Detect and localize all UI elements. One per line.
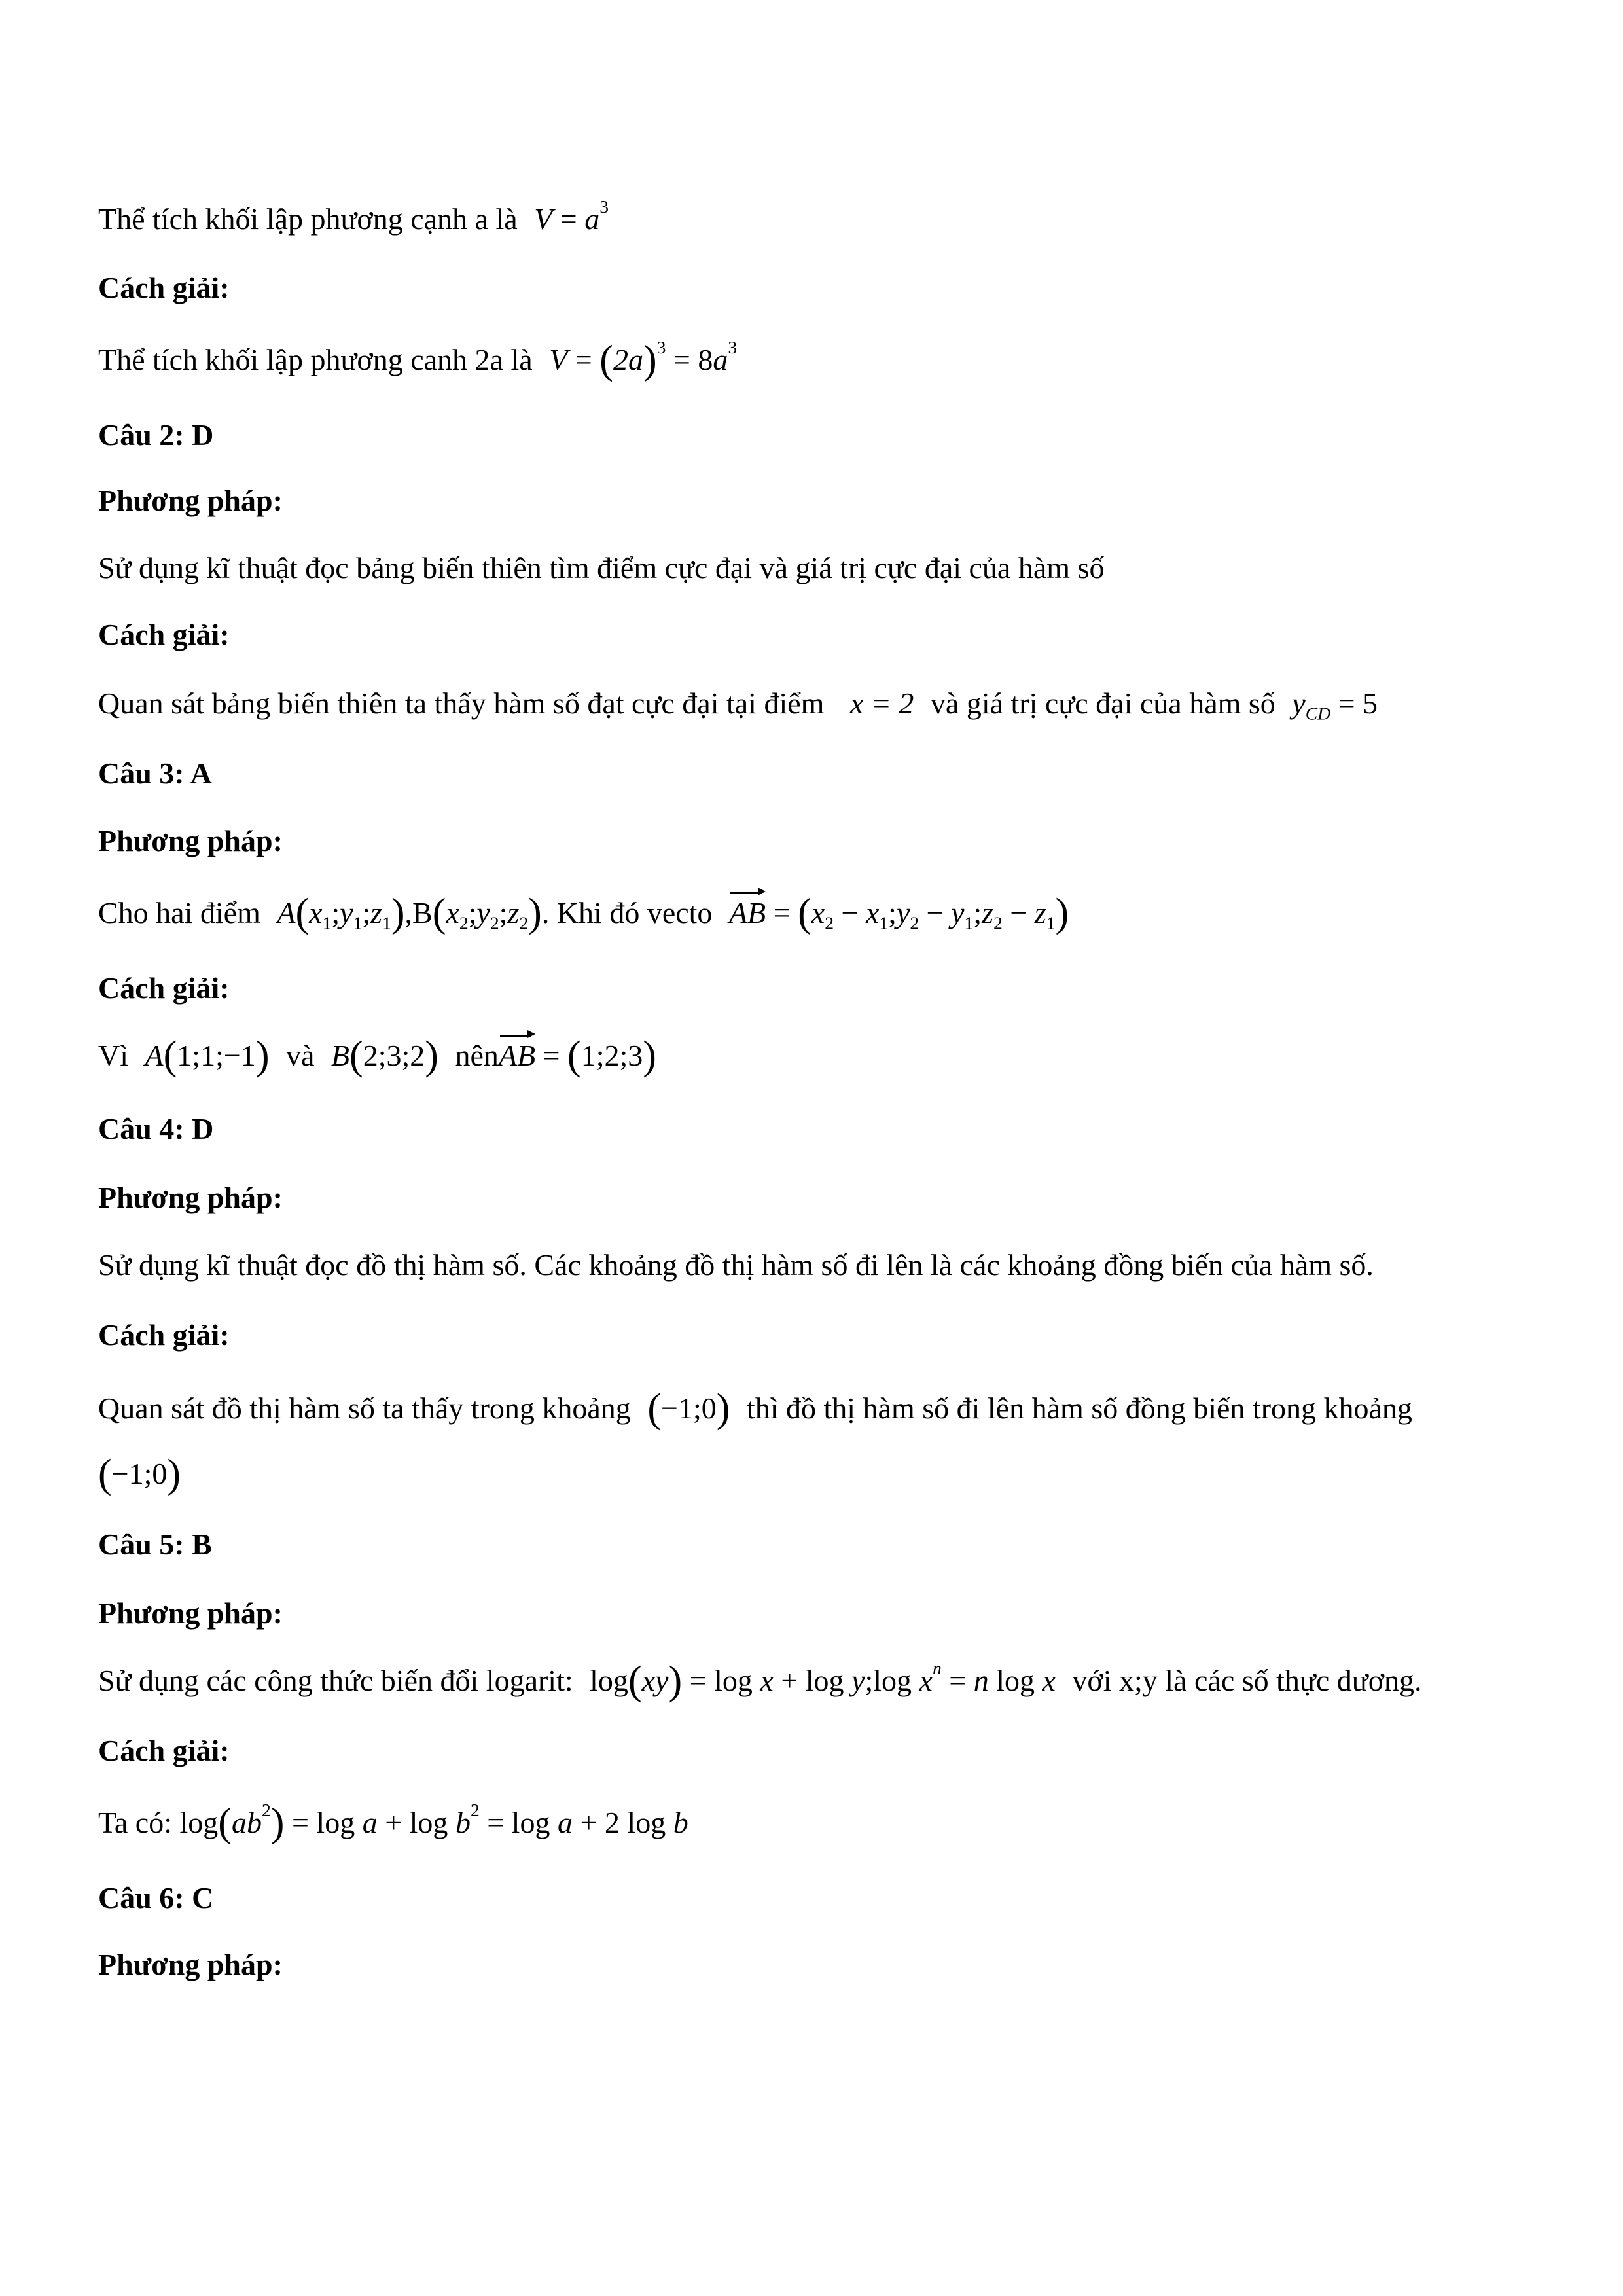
solution-line: Thể tích khối lập phương canh 2a là $V = (2a)^3 = 8a^3$ bbox=[98, 337, 738, 382]
method-text: Sử dụng kĩ thuật đọc đồ thị hàm số. Các khoảng đồ thị hàm số đi lên là các khoảng đồng biến của hàm số. bbox=[98, 1248, 1374, 1282]
method-heading: Phương pháp: bbox=[98, 484, 283, 517]
method-heading: Phương pháp: bbox=[98, 824, 283, 857]
solution-heading: Cách giải: bbox=[98, 618, 230, 651]
method-heading: Phương pháp: bbox=[98, 1181, 283, 1214]
method-text: Sử dụng các công thức biến đổi logarit: log(xy) = log x + log y;log $x^n = n$ log x với x;y là các số thực dương. bbox=[98, 1658, 1422, 1703]
solution-heading: Cách giải: bbox=[98, 271, 230, 304]
solution-heading: Cách giải: bbox=[98, 971, 230, 1005]
solution-line: Quan sát đồ thị hàm số ta thấy trong khoảng (−1;0) thì đồ thị hàm số đi lên hàm số đồng biến trong khoảng bbox=[98, 1386, 1412, 1431]
vector-ab: AB bbox=[729, 893, 766, 933]
vector-ab: AB bbox=[499, 1036, 535, 1075]
question-heading: Câu 2: D bbox=[98, 418, 214, 452]
question-heading: Câu 4: D bbox=[98, 1112, 214, 1145]
method-heading: Phương pháp: bbox=[98, 1596, 283, 1630]
question-heading: Câu 5: B bbox=[98, 1528, 212, 1561]
volume-formula-line: Thể tích khối lập phương cạnh a là $V = a^3$ bbox=[98, 196, 609, 236]
method-text: Sử dụng kĩ thuật đọc bảng biến thiên tìm điểm cực đại và giá trị cực đại của hàm số bbox=[98, 551, 1105, 584]
question-heading: Câu 3: A bbox=[98, 757, 212, 790]
solution-line: Quan sát bảng biến thiên ta thấy hàm số đạt cực đại tại điểm x = 2 và giá trị cực đại của hàm số $y_{CD} = 5$ bbox=[98, 687, 1378, 724]
solution-line: Vì A(1;1;−1) và B(2;3;2) nênAB = (1;2;3) bbox=[98, 1033, 656, 1078]
method-heading: Phương pháp: bbox=[98, 1948, 283, 1981]
solution-heading: Cách giải: bbox=[98, 1734, 230, 1767]
question-heading: Câu 6: C bbox=[98, 1881, 214, 1914]
solution-heading: Cách giải: bbox=[98, 1318, 230, 1352]
text: Thể tích khối lập phương cạnh a là bbox=[98, 202, 518, 236]
solution-line: Ta có: $\log(ab^2) = \log a + \log b^2 = \log a + 2$ log b bbox=[98, 1800, 688, 1845]
method-text: Cho hai điểm $A(x_1;y_1;z_1),B(x_2;y_2;z_2)$. Khi đó vecto AB = ($x_2$ − $x_1;y_2$ − $y_1;z_2 - z_1$) bbox=[98, 890, 1069, 935]
solution-line-continued: (−1;0) bbox=[98, 1451, 181, 1496]
